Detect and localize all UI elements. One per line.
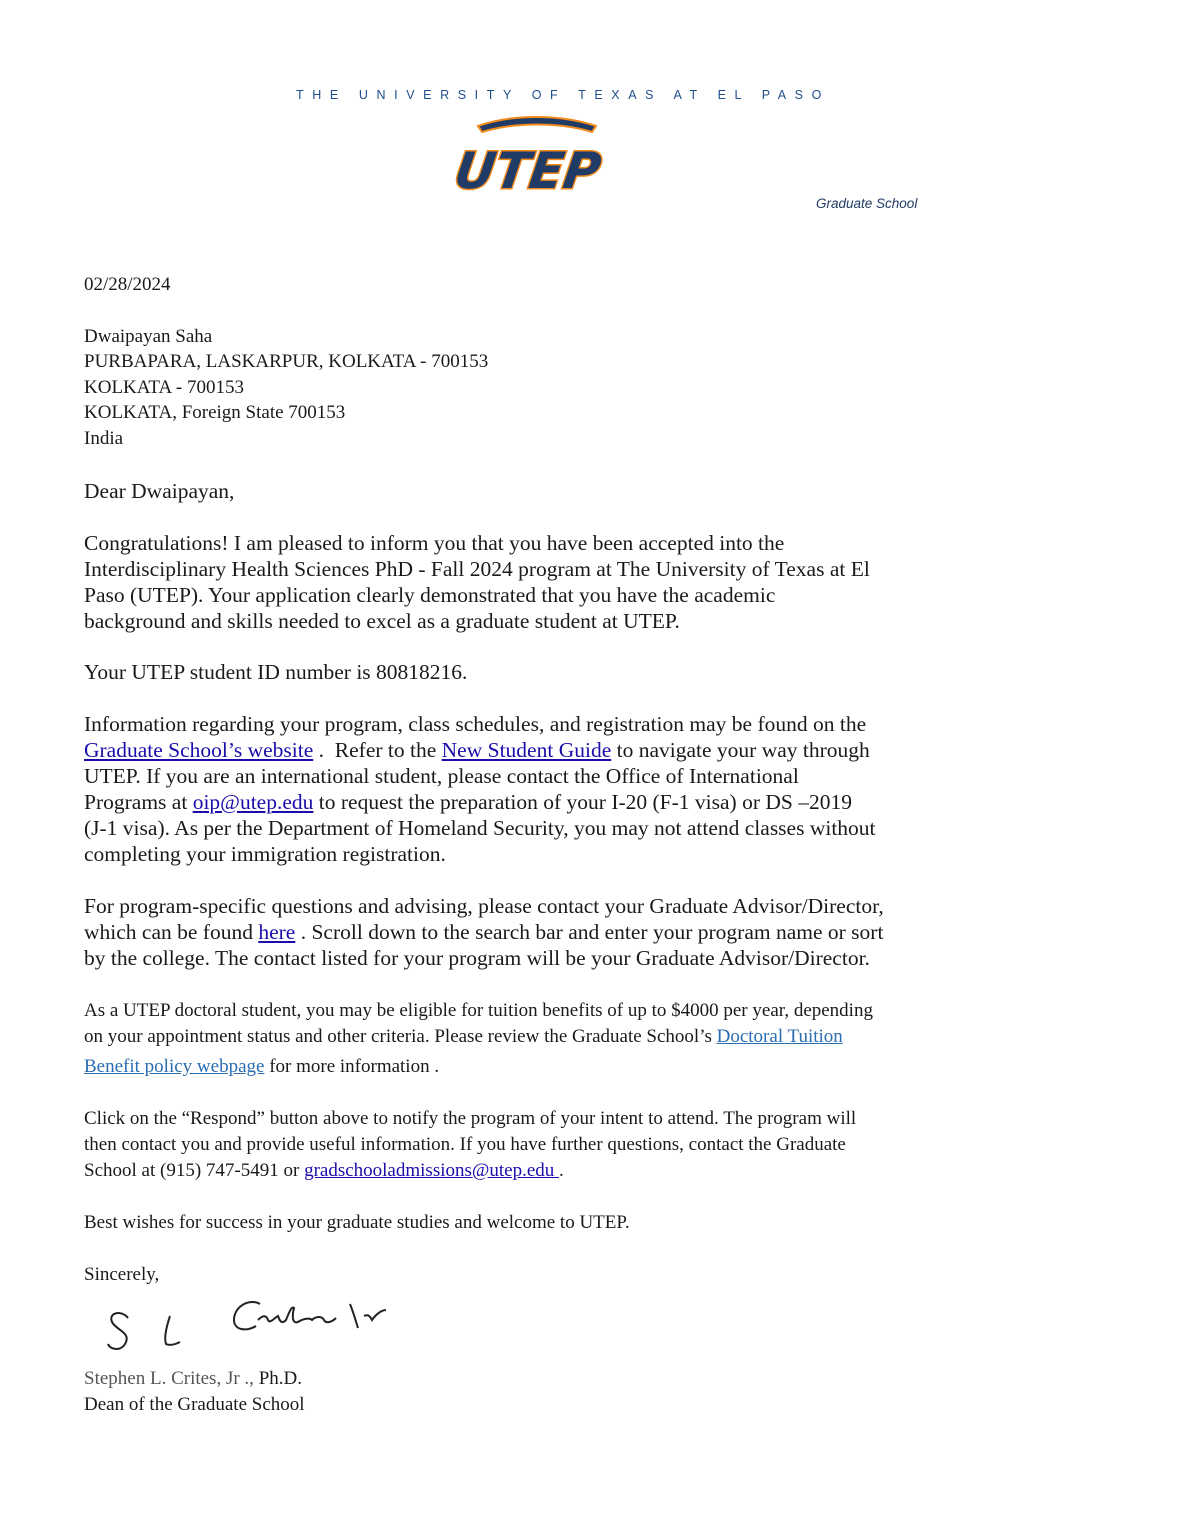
address-country: India [84, 428, 124, 449]
signer-name: Stephen L. Crites, Jr ., [84, 1368, 254, 1389]
signer-degree: Ph.D. [253, 1368, 302, 1389]
signer-title: Dean of the Graduate School [84, 1394, 305, 1415]
body-line: by the college. The contact listed for your program will be your Graduate Advisor/Director. [84, 946, 870, 970]
utep-logo [450, 112, 605, 206]
body-line: then contact you and provide useful information. If you have further questions, contact the Graduate [84, 1134, 846, 1155]
inline-text: School at (915) 747-5491 or [84, 1160, 305, 1181]
advisor-here-link[interactable]: here [258, 920, 296, 944]
address-line: KOLKATA, Foreign State 700153 [84, 402, 346, 423]
recipient-name: Dwaipayan Saha [84, 326, 213, 347]
graduate-school-website-link[interactable]: Graduate School’s website [84, 738, 314, 762]
inline-text: on your appointment status and other criteria. Please review the Graduate School’s [84, 1026, 717, 1047]
address-line: PURBAPARA, LASKARPUR, KOLKATA - 700153 [84, 351, 489, 372]
new-student-guide-link[interactable]: New Student Guide [441, 738, 612, 762]
inline-text: . Refer to the [313, 738, 442, 762]
body-line: Interdisciplinary Health Sciences PhD - Fall 2024 program at The University of Texas at El [84, 557, 870, 581]
handwritten-signature [100, 1296, 390, 1360]
closing-wish: Best wishes for success in your graduate studies and welcome to UTEP. [84, 1212, 630, 1233]
inline-text: Programs at [84, 790, 193, 814]
letter-date: 02/28/2024 [84, 274, 171, 295]
body-line: (J-1 visa). As per the Department of Homeland Security, you may not attend classes without [84, 816, 876, 840]
sign-off: Sincerely, [84, 1264, 160, 1285]
address-line: KOLKATA - 700153 [84, 377, 244, 398]
body-line: Paso (UTEP). Your application clearly demonstrated that you have the academic [84, 583, 776, 607]
tuition-benefit-policy-link[interactable]: Benefit policy webpage [84, 1056, 265, 1077]
student-id-line: Your UTEP student ID number is 80818216. [84, 660, 468, 684]
inline-text: to request the preparation of your I-20 (F-1 visa) or DS –2019 [313, 790, 852, 814]
body-line: For program-specific questions and advising, please contact your Graduate Advisor/Director, [84, 894, 884, 918]
body-line: background and skills needed to excel as a graduate student at UTEP. [84, 609, 680, 633]
inline-text: . [559, 1160, 564, 1181]
body-line: Click on the “Respond” button above to notify the program of your intent to attend. The program will [84, 1108, 857, 1129]
body-line [84, 1024, 843, 1050]
logo-wordmark: UTEP [450, 141, 605, 200]
body-line: completing your immigration registration. [84, 842, 446, 866]
oip-email-link[interactable]: oip@utep.edu [192, 790, 314, 814]
body-line [84, 789, 852, 815]
body-line: Information regarding your program, class schedules, and registration may be found on the [84, 712, 867, 736]
body-line [84, 1158, 564, 1184]
department-label: Graduate School [816, 196, 918, 211]
tuition-benefit-policy-link[interactable]: Doctoral Tuition [716, 1026, 843, 1047]
body-line [84, 737, 870, 763]
body-line [84, 919, 883, 945]
body-line: Congratulations! I am pleased to inform you that you have been accepted into the [84, 531, 785, 555]
body-line [84, 1054, 439, 1080]
inline-text: which can be found [84, 920, 259, 944]
body-line: As a UTEP doctoral student, you may be eligible for tuition benefits of up to $4000 per year, depending [84, 1000, 873, 1021]
gradschool-email-link[interactable]: gradschooladmissions@utep.edu [304, 1160, 560, 1181]
body-line: UTEP. If you are an international student, please contact the Office of International [84, 764, 799, 788]
inline-text: for more information . [264, 1056, 440, 1077]
inline-text: . Scroll down to the search bar and enter your program name or sort [295, 920, 884, 944]
inline-text: to navigate your way through [611, 738, 870, 762]
university-name: THE UNIVERSITY OF TEXAS AT EL PASO [296, 88, 830, 102]
signer-name-line [84, 1366, 302, 1392]
salutation: Dear Dwaipayan, [84, 479, 235, 503]
